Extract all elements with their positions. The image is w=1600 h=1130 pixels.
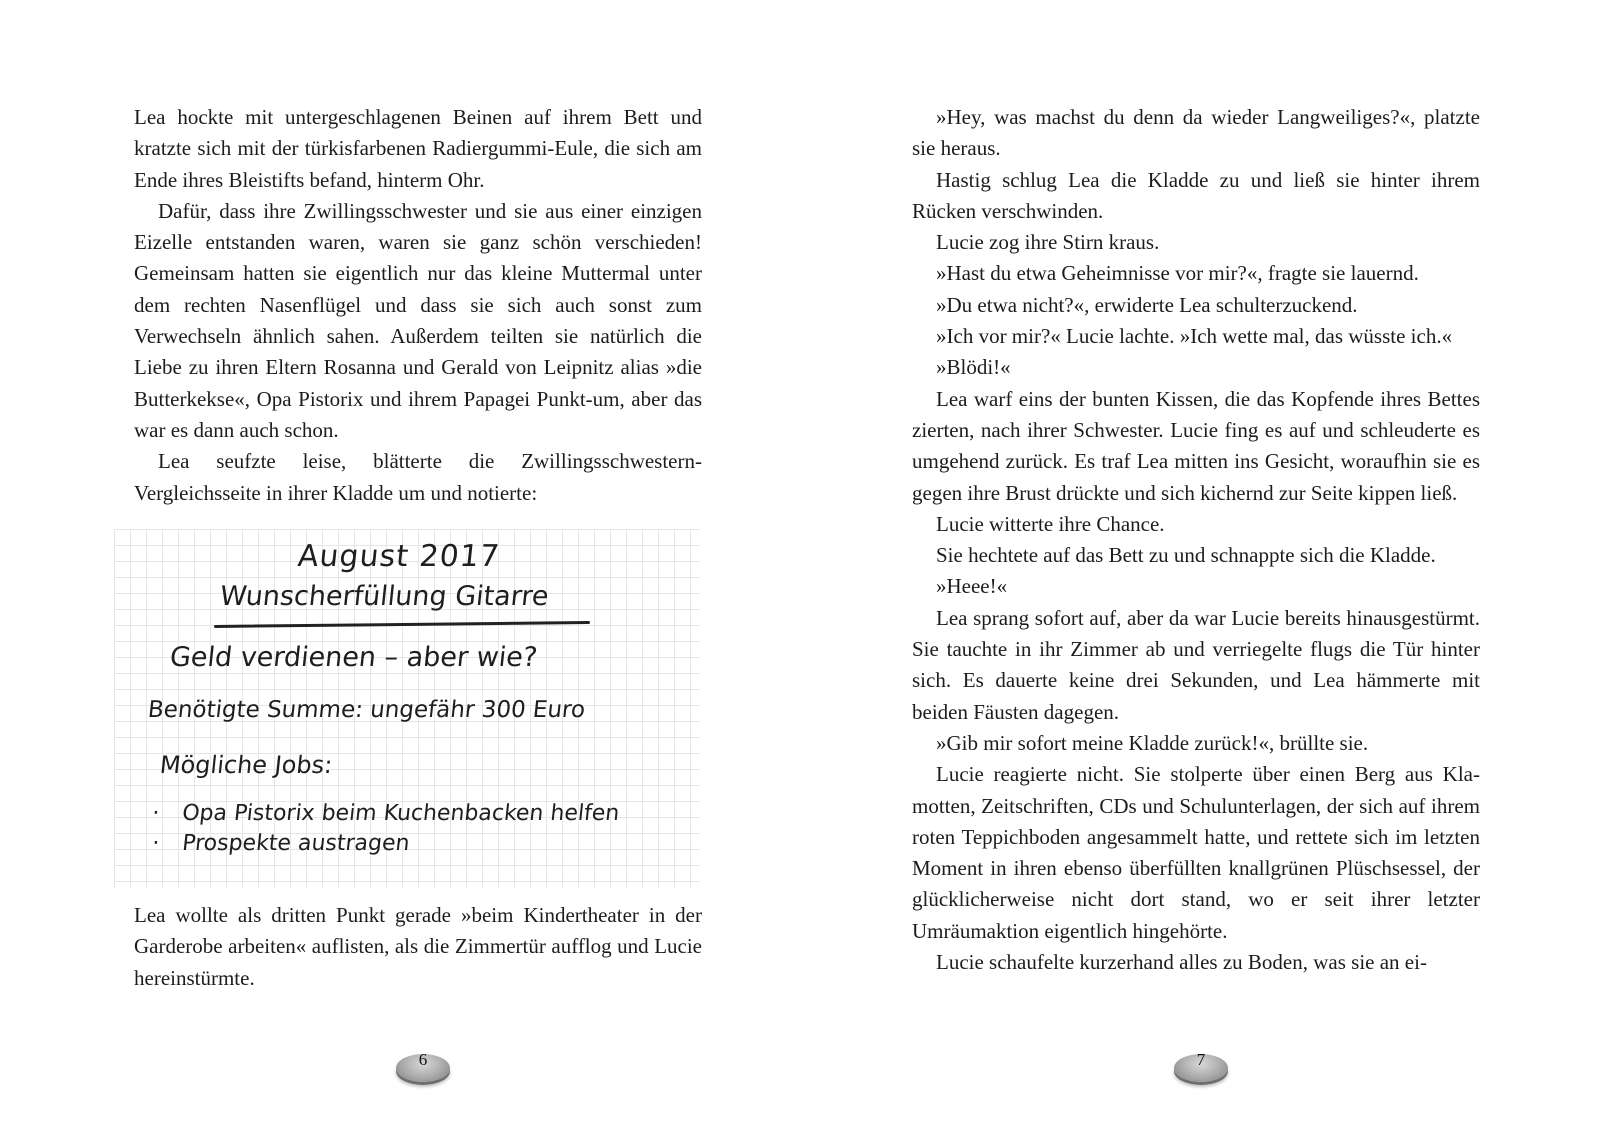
paragraph: Lea wollte als dritten Punkt gerade »beim Kindertheater in der Garderobe arbeiten« auflisten, als die Zimmertür aufflog und Lucie hereinstürmte. bbox=[134, 903, 702, 990]
job-label: Opa Pistorix beim Kuchenbacken helfen bbox=[180, 801, 621, 826]
note-subtitle: Geld verdienen – aber wie? bbox=[168, 642, 539, 673]
bullet-icon: · bbox=[150, 831, 161, 856]
page-number-right bbox=[1174, 1046, 1228, 1084]
page-number-left bbox=[396, 1046, 450, 1084]
left-page-text-after bbox=[134, 900, 702, 994]
paragraph: »Blödi!« bbox=[936, 355, 1011, 380]
paragraph: »Hey, was machst du denn da wieder Langweiliges?«, platzte sie heraus. bbox=[912, 105, 1480, 161]
note-jobs-list bbox=[152, 801, 619, 861]
note-jobs-heading: Mögliche Jobs: bbox=[158, 751, 334, 779]
page-number-label: 6 bbox=[418, 1050, 428, 1069]
paragraph: »Ich vor mir?« Lucie lachte. »Ich wette mal, das wüsste ich.« bbox=[936, 324, 1453, 349]
paragraph: Lucie reagierte nicht. Sie stolperte über einen Berg aus Klamotten, Zeitschriften, CDs und Schulunterlagen, der sich auf ihrem roten Teppichboden angesammelt hatte, und rettete sich im letzten Moment in ihren ebenso überfüllten knallgrünen Plüschsessel, der glücklicherweise nicht dort stand, wo er seit ihrer letzter Umräumaktion eigentlich hingehörte. bbox=[912, 762, 1480, 943]
list-item bbox=[150, 801, 620, 831]
note-underline bbox=[214, 621, 590, 628]
list-item bbox=[150, 831, 620, 861]
paragraph: »Gib mir sofort meine Kladde zurück!«, brüllte sie. bbox=[936, 730, 1369, 755]
paragraph: Lea hockte mit untergeschlagenen Beinen auf ihrem Bett und kratzte sich mit der türkisfarbenen Radiergummi-Eule, die sich am Ende ihres Bleistifts befand, hinterm Ohr. bbox=[134, 105, 702, 192]
paragraph: Lea seufzte leise, blätterte die Zwillingsschwestern-Vergleichsseite in ihrer Kladde um und notierte: bbox=[134, 449, 702, 505]
paragraph: Lea sprang sofort auf, aber da war Lucie bereits hinausgestürmt. Sie tauchte in ihr Zimmer ab und verriegelte flugs die Tür hinter sich. Es dauerte keine drei Sekunden, und Lea hämmerte mit beiden Fäusten dagegen. bbox=[912, 605, 1480, 724]
paragraph: »Du etwa nicht?«, erwiderte Lea schulterzuckend. bbox=[936, 292, 1358, 317]
note-title-date: August 2017 bbox=[296, 539, 502, 574]
paragraph: Hastig schlug Lea die Kladde zu und ließ sie hinter ihrem Rücken verschwinden. bbox=[912, 167, 1480, 223]
paragraph: Lucie schaufelte kurzerhand alles zu Boden, was sie an ei- bbox=[936, 950, 1427, 975]
paragraph: Sie hechtete auf das Bett zu und schnappte sich die Kladde. bbox=[936, 543, 1436, 568]
job-label: Prospekte austragen bbox=[180, 831, 411, 856]
paragraph: »Hast du etwa Geheimnisse vor mir?«, fragte sie lauernd. bbox=[936, 261, 1419, 286]
paragraph: Lea warf eins der bunten Kissen, die das Kopfende ihres Bettes zierten, nach ihrer Schwester. Lucie fing es auf und schleuderte es umgehend zurück. Es traf Lea mitten ins Gesicht, woraufhin sie es gegen ihre Brust drückte und sich kichernd zur Seite kippen ließ. bbox=[912, 386, 1480, 505]
paragraph: Lucie zog ihre Stirn kraus. bbox=[936, 230, 1160, 255]
note-title-wish: Wunscherfüllung Gitarre bbox=[218, 581, 551, 612]
left-page-text bbox=[134, 102, 702, 509]
right-page-text bbox=[912, 102, 1480, 978]
page-number-label: 7 bbox=[1196, 1050, 1206, 1069]
handwritten-note bbox=[114, 529, 700, 889]
note-sum: Benötigte Summe: ungefähr 300 Euro bbox=[146, 697, 587, 723]
paragraph: Lucie witterte ihre Chance. bbox=[936, 511, 1165, 536]
bullet-icon: · bbox=[150, 801, 161, 826]
paragraph: »Heee!« bbox=[936, 574, 1008, 599]
paragraph: Dafür, dass ihre Zwillingsschwester und sie aus einer einzigen Eizelle entstanden waren, waren sie ganz schön verschieden! Gemeinsam hatten sie eigentlich nur das kleine Muttermal unter dem rechten Nasenflügel und dass sie sich auch sonst zum Verwechseln ähnlich sahen. Außerdem teilten sie natürlich die Liebe zu ihren Eltern Rosanna und Gerald von Leipnitz alias »die Butterkekse«, Opa Pistorix und ihrem Papagei Punkt-um, aber das war es dann auch schon. bbox=[134, 198, 702, 442]
